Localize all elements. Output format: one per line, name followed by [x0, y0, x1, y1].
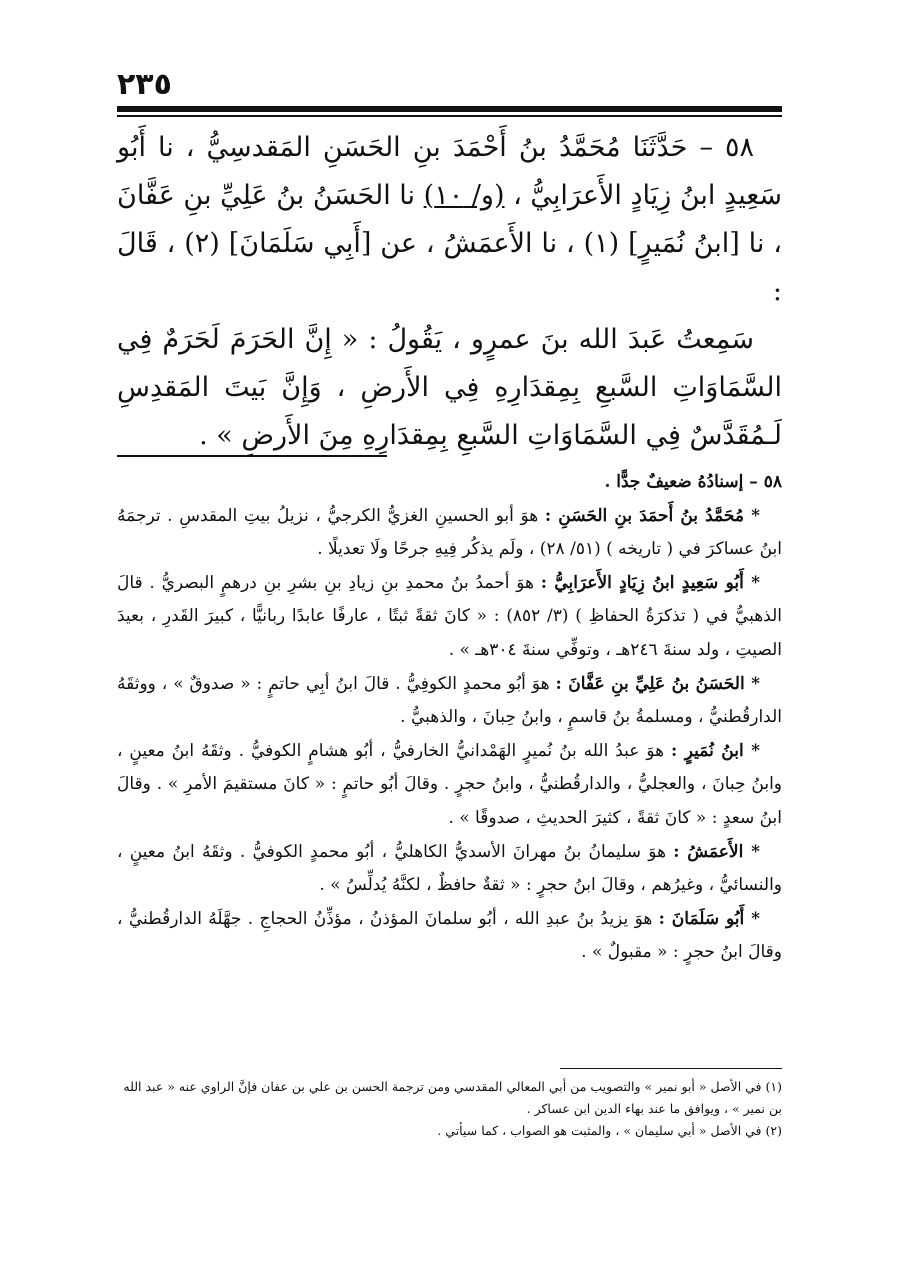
header-rule-thin	[117, 115, 782, 117]
hadith-chain-end: نا الحَسَنُ بنُ عَلِيِّ بنِ عَفَّانَ ، نا [ابنُ نُمَيرٍ] (١) ، نا الأَعمَشُ ، عن [أَبِي سَلَمَانَ] (٢) ، قَالَ :	[117, 180, 783, 307]
narrator-entry	[117, 903, 782, 970]
footnote-1: (١) في الأصل « أبو نمير » والتصويب من أبي المعالي المقدسي ومن ترجمة الحسن بن علي بن عفان فإنَّ الراوي عنه « عبد الله بن نمير » ، ويوافق ما عند بهاء الدين ابن عساكر .	[123, 1079, 782, 1116]
narrator-text: هوَ أحمدُ بنُ محمدِ بنِ زيادِ بنِ بشرِ بنِ درهمٍ البصريُّ . قالَ الذهبيُّ في ( تذكرَةُ الحفاظِ ) (٣/ ٨٥٢) : « كانَ ثقةً ثبتًا ، عارفًا عابدًا ربانيًّا ، كبيرَ القَدرِ ، بعيدَ الصيتِ ، ولد سنةَ ٢٤٦هـ ، وتوفِّي سنةَ ٣٠٤هـ » .	[117, 572, 782, 660]
footnote-2: (٢) في الأصل « أبي سليمان » ، والمثبت هو الصواب ، كما سيأتي .	[437, 1123, 782, 1138]
header-rule-thick	[117, 106, 782, 112]
hadith-text	[117, 124, 782, 460]
footnotes	[117, 1076, 782, 1142]
section-divider	[117, 455, 387, 457]
narrator-text: هوَ أبُو محمدٍ الكوفِيُّ . قالَ ابنُ أبِي حاتمٍ : « صدوقٌ » ، ووثقَهُ الدارقُطنيُّ ، ومسلمةُ بنُ قاسمٍ ، وابنُ حِبانَ ، والذهبيُّ .	[117, 673, 782, 728]
hadith-chain	[117, 124, 782, 316]
isnad-commentary	[117, 466, 782, 970]
narrator-text: هوَ سليمانُ بنُ مهرانَ الأسديُّ الكاهليُّ ، أبُو محمدٍ الكوفيُّ . وثقَهُ ابنُ معينٍ ، والنسائيُّ ، وغيرُهم ، وقالَ ابنُ حجرٍ : « ثقةٌ حافظٌ ، لكنَّهُ يُدلِّسُ » .	[117, 841, 782, 896]
narrator-name: * ابنُ نُمَيرٍ :	[671, 740, 760, 761]
manuscript-folio-ref: (و/ ١٠)	[423, 180, 505, 211]
hadith-matn: سَمِعتُ عَبدَ الله بنَ عمرٍو ، يَقُولُ : « إِنَّ الحَرَمَ لَحَرَمٌ فِي السَّمَاوَاتِ السَّبعِ بِمِقدَارِهِ فِي الأَرضِ ، وَإِنَّ بَيتَ المَقدِسِ لَـمُقَدَّسٌ فِي السَّمَاوَاتِ السَّبعِ بِمِقدَارِهِ مِنَ الأَرضِ » .	[117, 324, 782, 451]
narrator-name: * أَبُو سَعِيدٍ ابنُ زِيَادٍ الأَعرَابِيُّ :	[540, 572, 760, 593]
narrator-entry	[117, 500, 782, 567]
page-number: ٢٣٥	[117, 67, 172, 102]
narrator-entry	[117, 668, 782, 735]
narrator-name: * الحَسَنُ بنُ عَلِيِّ بنِ عَفَّانَ :	[555, 673, 760, 694]
commentary-heading: ٥٨ – إسنادُهُ ضعيفٌ جدًّا .	[604, 472, 782, 492]
hadith-chain-start: ٥٨ – حَدَّثَنَا مُحَمَّدُ بنُ أَحْمَدَ بنِ الحَسَنِ المَقدسِيُّ ، نا أَبُو سَعِيدٍ ابنُ زِيَادٍ الأَعرَابِيُّ ،	[117, 132, 782, 211]
narrator-name: * الأَعمَشُ :	[673, 841, 760, 862]
narrator-text: هوَ أبو الحسينِ الغزيُّ الكرجيُّ ، نزيلُ بيتِ المقدسِ . ترجمَهُ ابنُ عساكرَ في ( تاريخه ) (٥١/ ٢٨) ، ولَم يذكُر فِيهِ جرحًا ولَا تعديلًا .	[117, 505, 782, 560]
footnote-divider	[560, 1068, 782, 1069]
narrator-entry	[117, 735, 782, 836]
narrator-entry	[117, 836, 782, 903]
narrator-name: * مُحَمَّدُ بنُ أَحمَدَ بنِ الحَسَنِ :	[544, 505, 760, 526]
narrator-entry	[117, 567, 782, 668]
narrator-text: هوَ يزيدُ بنُ عبدِ الله ، أبُو سلمانَ المؤذنُ ، مؤذِّنُ الحجاجِ . جهَّلَهُ الدارقُطنيُّ ، وقالَ ابنُ حجرٍ : « مقبولٌ » .	[117, 908, 782, 963]
narrator-name: * أَبُو سَلَمَانَ :	[658, 908, 761, 929]
narrator-text: هوَ عبدُ الله بنُ نُميرٍ الهَمْدانيُّ الخارفيُّ ، أبُو هشامٍ الكوفيُّ . وثقَهُ ابنُ معينٍ ، وابنُ حِبانَ ، والعجليُّ ، والدارقُطنيُّ ، وابنُ حجرٍ . وقالَ أبُو حاتمٍ : « كانَ مستقيمَ الأمرِ » . وقالَ ابنُ سعدٍ : « كانَ ثقةً ، كثيرَ الحديثِ ، صدوقًا » .	[117, 740, 782, 828]
